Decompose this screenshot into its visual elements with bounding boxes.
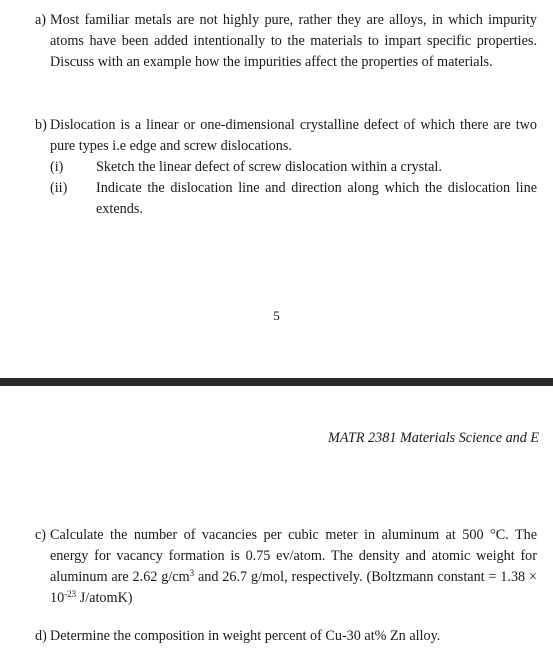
subitem-number: (i) (50, 159, 64, 175)
question-b (35, 115, 537, 157)
question-d (35, 626, 537, 647)
question-a-text: Most familiar metals are not highly pure, rather they are alloys, in which impurity atoms have been added intentionally to the materials to impart specific properties. Discuss with an example how the impurities affect the properties of materials. (50, 12, 537, 70)
question-a (35, 10, 537, 73)
question-a-label: a) (35, 12, 47, 28)
question-c (35, 525, 537, 609)
question-d-label: d) (35, 628, 47, 644)
running-header: MATR 2381 Materials Science and E (328, 430, 540, 446)
question-b-subitem-ii (50, 178, 537, 220)
question-c-text (50, 525, 537, 609)
question-d-text: Determine the composition in weight percent of Cu-30 at% Zn alloy. (50, 628, 441, 644)
page-separator (0, 378, 553, 386)
question-c-label: c) (35, 527, 47, 543)
subitem-number: (ii) (50, 180, 68, 196)
question-c-text-part-3: J/atomK) (76, 590, 133, 606)
question-c-text-part-2: and 26.7 g/mol, respectively. (Boltzmann constant = 1.38 × 10 (50, 569, 537, 606)
question-b-label: b) (35, 117, 47, 133)
exponent-superscript: -23 (64, 589, 77, 599)
subitem-text: Sketch the linear defect of screw dislocation within a crystal. (96, 159, 442, 175)
cubed-superscript: 3 (189, 568, 195, 578)
question-b-text: Dislocation is a linear or one-dimensional crystalline defect of which there are two pure types i.e edge and screw dislocations. (50, 117, 537, 154)
subitem-text: Indicate the dislocation line and direction along which the dislocation line extends. (96, 180, 537, 217)
page-bottom (0, 386, 553, 658)
page-number: 5 (273, 308, 280, 323)
question-b-subitem-i (50, 157, 537, 178)
question-c-text-part-1: Calculate the number of vacancies per cubic meter in aluminum at 500 °C. The energy for vacancy formation is 0.75 ev/atom. The density and atomic weight for aluminum are 2.62 g/cm (50, 527, 537, 585)
